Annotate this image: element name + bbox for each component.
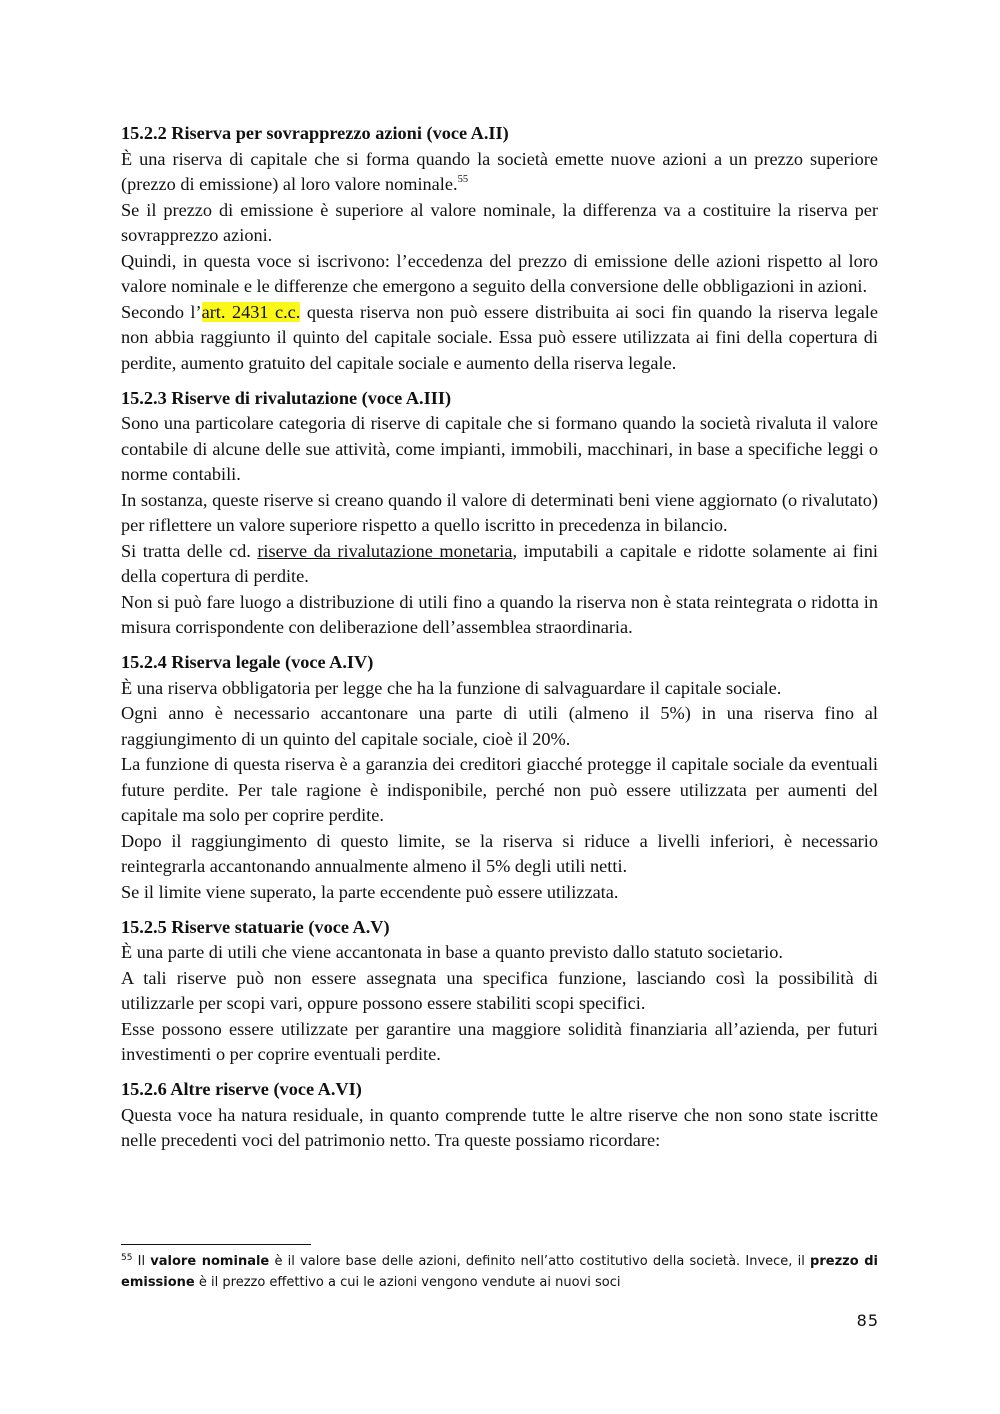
paragraph: Esse possono essere utilizzate per garantire una maggiore solidità finanziaria all’azienda, per futuri investimenti o per coprire eventuali perdite. bbox=[121, 1018, 878, 1064]
paragraph: Ogni anno è necessario accantonare una parte di utili (almeno il 5%) in una riserva fino al raggiungimento di un quinto del capitale sociale, cioè il 20%. bbox=[121, 703, 878, 749]
footnote-text: Il bbox=[132, 1254, 151, 1269]
paragraph-text: , imputabili a capitale e ridotte solamente ai fini della copertura di perdite. bbox=[121, 540, 879, 586]
section-riserva-legale bbox=[121, 650, 878, 905]
paragraph: In sostanza, queste riserve si creano quando il valore di determinati beni viene aggiornato (o rivalutato) per riflettere un valore superiore rispetto a quello iscritto in precedenza in bilancio. bbox=[121, 489, 878, 535]
paragraph-text: Secondo l’ bbox=[121, 301, 202, 322]
paragraph: Questa voce ha natura residuale, in quanto comprende tutte le altre riserve che non sono state iscritte nelle precedenti voci del patrimonio netto. Tra queste possiamo ricordare: bbox=[121, 1104, 878, 1150]
paragraph bbox=[121, 147, 878, 198]
footnote-text: è il prezzo effettivo a cui le azioni vengono vendute ai nuovi soci bbox=[194, 1274, 621, 1290]
section-altre-riserve bbox=[121, 1077, 878, 1154]
paragraph: Se il limite viene superato, la parte eccendente può essere utilizzata. bbox=[121, 881, 619, 902]
section-heading: 15.2.2 Riserva per sovrapprezzo azioni (voce A.II) bbox=[121, 123, 509, 143]
footnote-number: 55 bbox=[121, 1253, 133, 1263]
paragraph: La funzione di questa riserva è a garanzia dei creditori giacché protegge il capitale sociale da eventuali future perdite. Per tale ragione è indisponibile, perché non può essere utilizzata per aumenti del capitale ma solo per coprire perdite. bbox=[121, 754, 878, 825]
underlined-term: riserve da rivalutazione monetaria bbox=[257, 540, 513, 561]
paragraph-text: questa riserva non può essere distribuita ai soci fin quando la riserva legale non abbia raggiunto il quinto del capitale sociale. Essa può essere utilizzata ai fini della copertura di perdite, aumento gratuito del capitale sociale e aumento della riserva legale. bbox=[121, 301, 878, 373]
section-heading: 15.2.3 Riserve di rivalutazione (voce A.III) bbox=[121, 387, 452, 408]
paragraph-text: È una riserva di capitale che si forma quando la società emette nuove azioni a un prezzo superiore (prezzo di emissione) al loro valore nominale. bbox=[121, 148, 878, 194]
footnote-bold-term: prezzo di emissione bbox=[121, 1254, 878, 1290]
paragraph: Quindi, in questa voce si iscrivono: l’eccedenza del prezzo di emissione delle azioni rispetto al loro valore nominale e le differenze che emergono a seguito della conversione delle obbligazioni in azioni. bbox=[121, 250, 878, 296]
paragraph: Dopo il raggiungimento di questo limite, se la riserva si riduce a livelli inferiori, è necessario reintegrarla accantonando annualmente almeno il 5% degli utili netti. bbox=[121, 830, 878, 876]
footnote-text: è il valore base delle azioni, definito nell’atto costitutivo della società. Invece, il bbox=[269, 1254, 811, 1269]
section-riserve-rivalutazione bbox=[121, 386, 878, 641]
page-body bbox=[121, 121, 878, 1163]
section-riserve-statuarie bbox=[121, 915, 878, 1068]
footnote bbox=[121, 1252, 878, 1293]
paragraph: Sono una particolare categoria di riserve di capitale che si formano quando la società rivaluta il valore contabile di alcune delle sue attività, come impianti, immobili, macchinari, in base a specifiche leggi o norme contabili. bbox=[121, 413, 878, 484]
page-number: 85 bbox=[856, 1311, 879, 1330]
footnote-separator bbox=[121, 1244, 311, 1245]
section-sovrapprezzo-azioni bbox=[121, 121, 878, 376]
footnote-reference[interactable]: 55 bbox=[457, 174, 469, 185]
paragraph bbox=[121, 539, 878, 590]
paragraph: Non si può fare luogo a distribuzione di utili fino a quando la riserva non è stata reintegrata o ridotta in misura corrispondente con deliberazione dell’assemblea straordinaria. bbox=[121, 591, 878, 637]
paragraph bbox=[121, 300, 878, 377]
section-heading: 15.2.5 Riserve statuarie (voce A.V) bbox=[121, 916, 390, 937]
highlighted-article-reference: art. 2431 c.c. bbox=[201, 301, 301, 322]
paragraph: È una riserva obbligatoria per legge che ha la funzione di salvaguardare il capitale sociale. bbox=[121, 677, 782, 698]
section-heading: 15.2.4 Riserva legale (voce A.IV) bbox=[121, 652, 374, 672]
footnote-bold-term: valore nominale bbox=[150, 1254, 270, 1269]
section-heading: 15.2.6 Altre riserve (voce A.VI) bbox=[121, 1079, 362, 1099]
paragraph: È una parte di utili che viene accantonata in base a quanto previsto dallo statuto societario. bbox=[121, 942, 783, 962]
paragraph: A tali riserve può non essere assegnata una specifica funzione, lasciando così la possibilità di utilizzarle per scopi vari, oppure possono essere stabiliti scopi specifici. bbox=[121, 967, 878, 1013]
paragraph-text: Si tratta delle cd. bbox=[121, 540, 258, 561]
paragraph: Se il prezzo di emissione è superiore al valore nominale, la differenza va a costituire la riserva per sovrapprezzo azioni. bbox=[121, 199, 878, 245]
